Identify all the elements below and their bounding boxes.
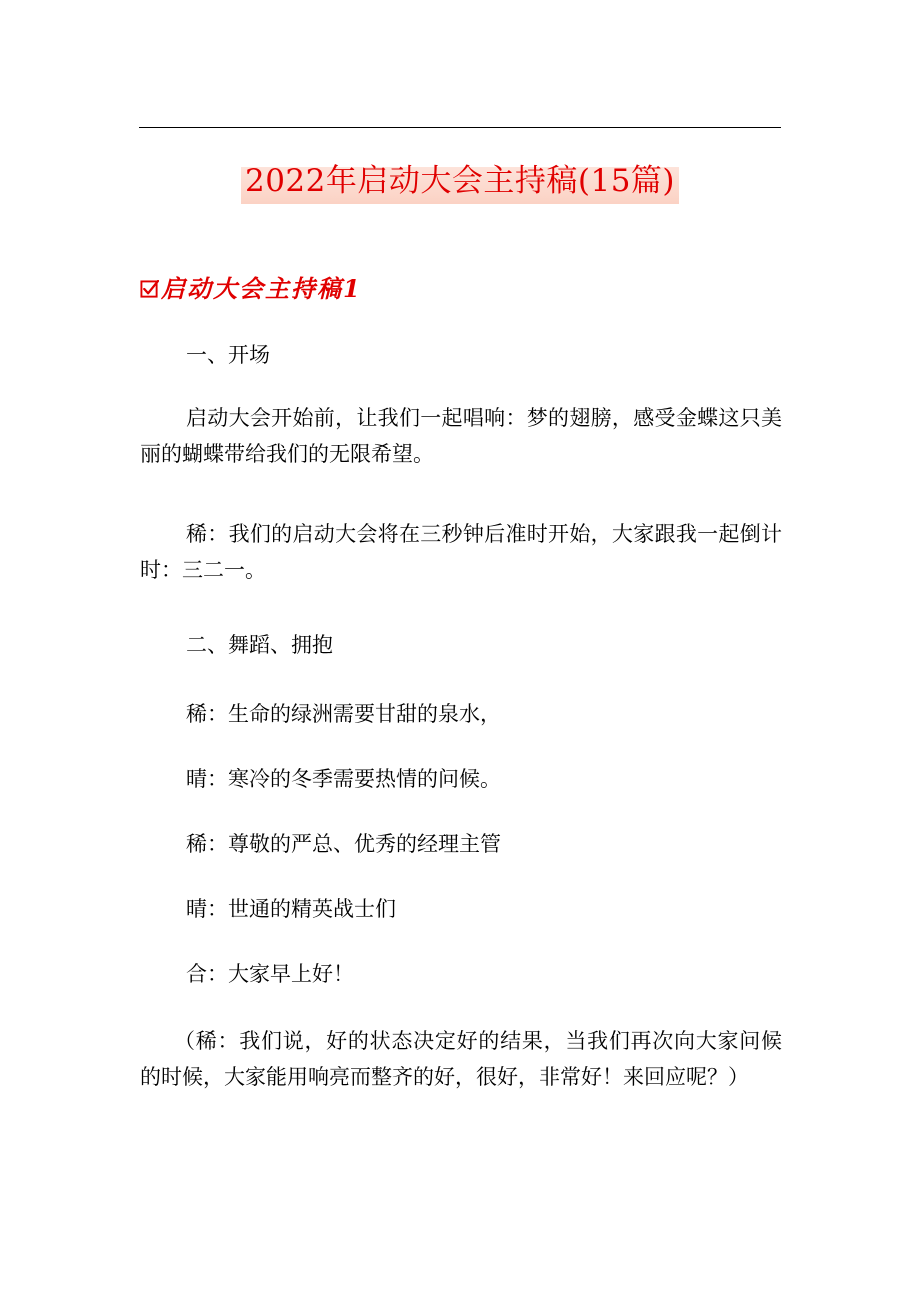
document-title: 2022年启动大会主持稿(15篇) (241, 158, 679, 204)
paragraph-line: 晴：世通的精英战士们 (186, 897, 396, 921)
section-heading (140, 272, 362, 306)
paragraph-line: 合：大家早上好！ (186, 962, 354, 986)
header-rule (139, 127, 781, 128)
paragraph-dance: 二、舞蹈、拥抱 (186, 633, 333, 657)
paragraph-note: （稀：我们说，好的状态决定好的结果，当我们再次向大家问候的时候，大家能用响亮而整齐的好，很好，非常好！来回应呢？） (140, 1029, 782, 1089)
checkbox-checked-icon (140, 280, 159, 299)
paragraph-opening: 一、开场 (186, 343, 270, 367)
paragraph-line: 稀：生命的绿洲需要甘甜的泉水， (186, 702, 501, 726)
title-container (0, 158, 920, 204)
section-heading-text: 启动大会主持稿1 (161, 274, 362, 303)
paragraph-line: 稀：尊敬的严总、优秀的经理主管 (186, 832, 501, 856)
paragraph-countdown: 稀：我们的启动大会将在三秒钟后准时开始，大家跟我一起倒计时：三二一。 (140, 522, 782, 582)
paragraph-line: 晴：寒冷的冬季需要热情的问候。 (186, 767, 501, 791)
paragraph-intro: 启动大会开始前，让我们一起唱响：梦的翅膀，感受金蝶这只美丽的蝴蝶带给我们的无限希望。 (140, 406, 782, 466)
